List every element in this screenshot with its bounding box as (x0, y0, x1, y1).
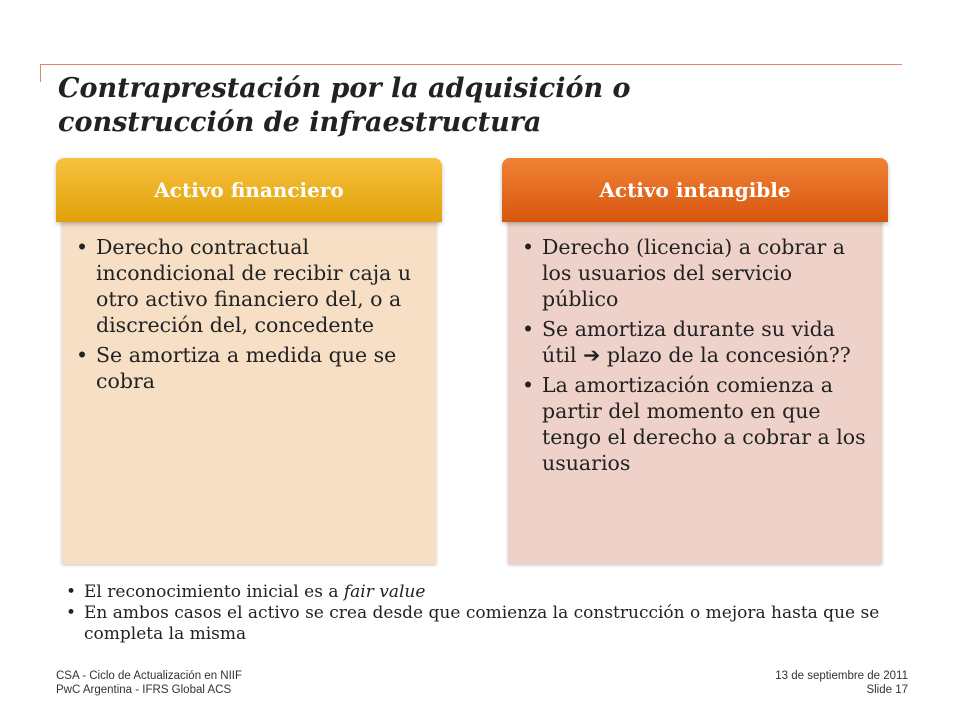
note-italic-text: fair value (343, 582, 426, 602)
list-item-text: Se amortiza a medida que se cobra (96, 343, 397, 393)
slide-title (58, 72, 918, 140)
footer-left (56, 669, 242, 697)
title-line-2: construcción de infraestructura (58, 107, 542, 138)
financial-asset-header: Activo financiero (56, 158, 442, 222)
list-item (522, 372, 866, 476)
footer-course: CSA - Ciclo de Actualización en NIIF (56, 670, 242, 682)
note-text: El reconocimiento inicial es a (84, 582, 344, 602)
note-item (66, 603, 926, 645)
intangible-asset-list (522, 234, 866, 476)
notes-list (66, 582, 926, 645)
intangible-asset-body (508, 216, 882, 564)
slide-number: Slide 17 (866, 684, 908, 696)
list-item-text: plazo de la concesión?? (606, 343, 851, 367)
footer-date: 13 de septiembre de 2011 (775, 670, 908, 682)
title-frame-line (40, 64, 902, 65)
bullet-icon: • (76, 343, 89, 367)
footer-organization: PwC Argentina - IFRS Global ACS (56, 684, 232, 696)
footer-right (775, 669, 908, 697)
intangible-asset-header: Activo intangible (502, 158, 888, 222)
intangible-asset-column (502, 158, 888, 564)
list-item-text: Derecho contractual incondicional de recibir caja u otro activo financiero del, o a discreción del, concedente (96, 235, 412, 337)
bullet-icon: • (522, 235, 535, 259)
note-item (66, 582, 926, 603)
financial-asset-list (76, 234, 420, 394)
list-item (76, 234, 420, 338)
list-item (76, 342, 420, 394)
bullet-icon: • (522, 317, 535, 341)
list-item-text: La amortización comienza a partir del momento en que tengo el derecho a cobrar a los usuarios (542, 373, 866, 475)
right-arrow-icon: ➔ (583, 343, 601, 367)
bullet-icon: • (66, 603, 77, 623)
bullet-icon: • (66, 582, 77, 602)
list-item (522, 234, 866, 312)
financial-asset-column (56, 158, 442, 564)
financial-asset-body (62, 216, 436, 564)
title-line-1: Contraprestación por la adquisición o (58, 73, 631, 104)
bullet-icon: • (76, 235, 89, 259)
note-text: En ambos casos el activo se crea desde que comienza la construcción o mejora hasta que se completa la misma (84, 603, 880, 644)
title-frame-corner (40, 64, 41, 82)
list-item-text: Derecho (licencia) a cobrar a los usuarios del servicio público (542, 235, 845, 311)
list-item (522, 316, 866, 368)
bullet-icon: • (522, 373, 535, 397)
list-item-text: Se amortiza durante su vida útil (542, 317, 835, 367)
